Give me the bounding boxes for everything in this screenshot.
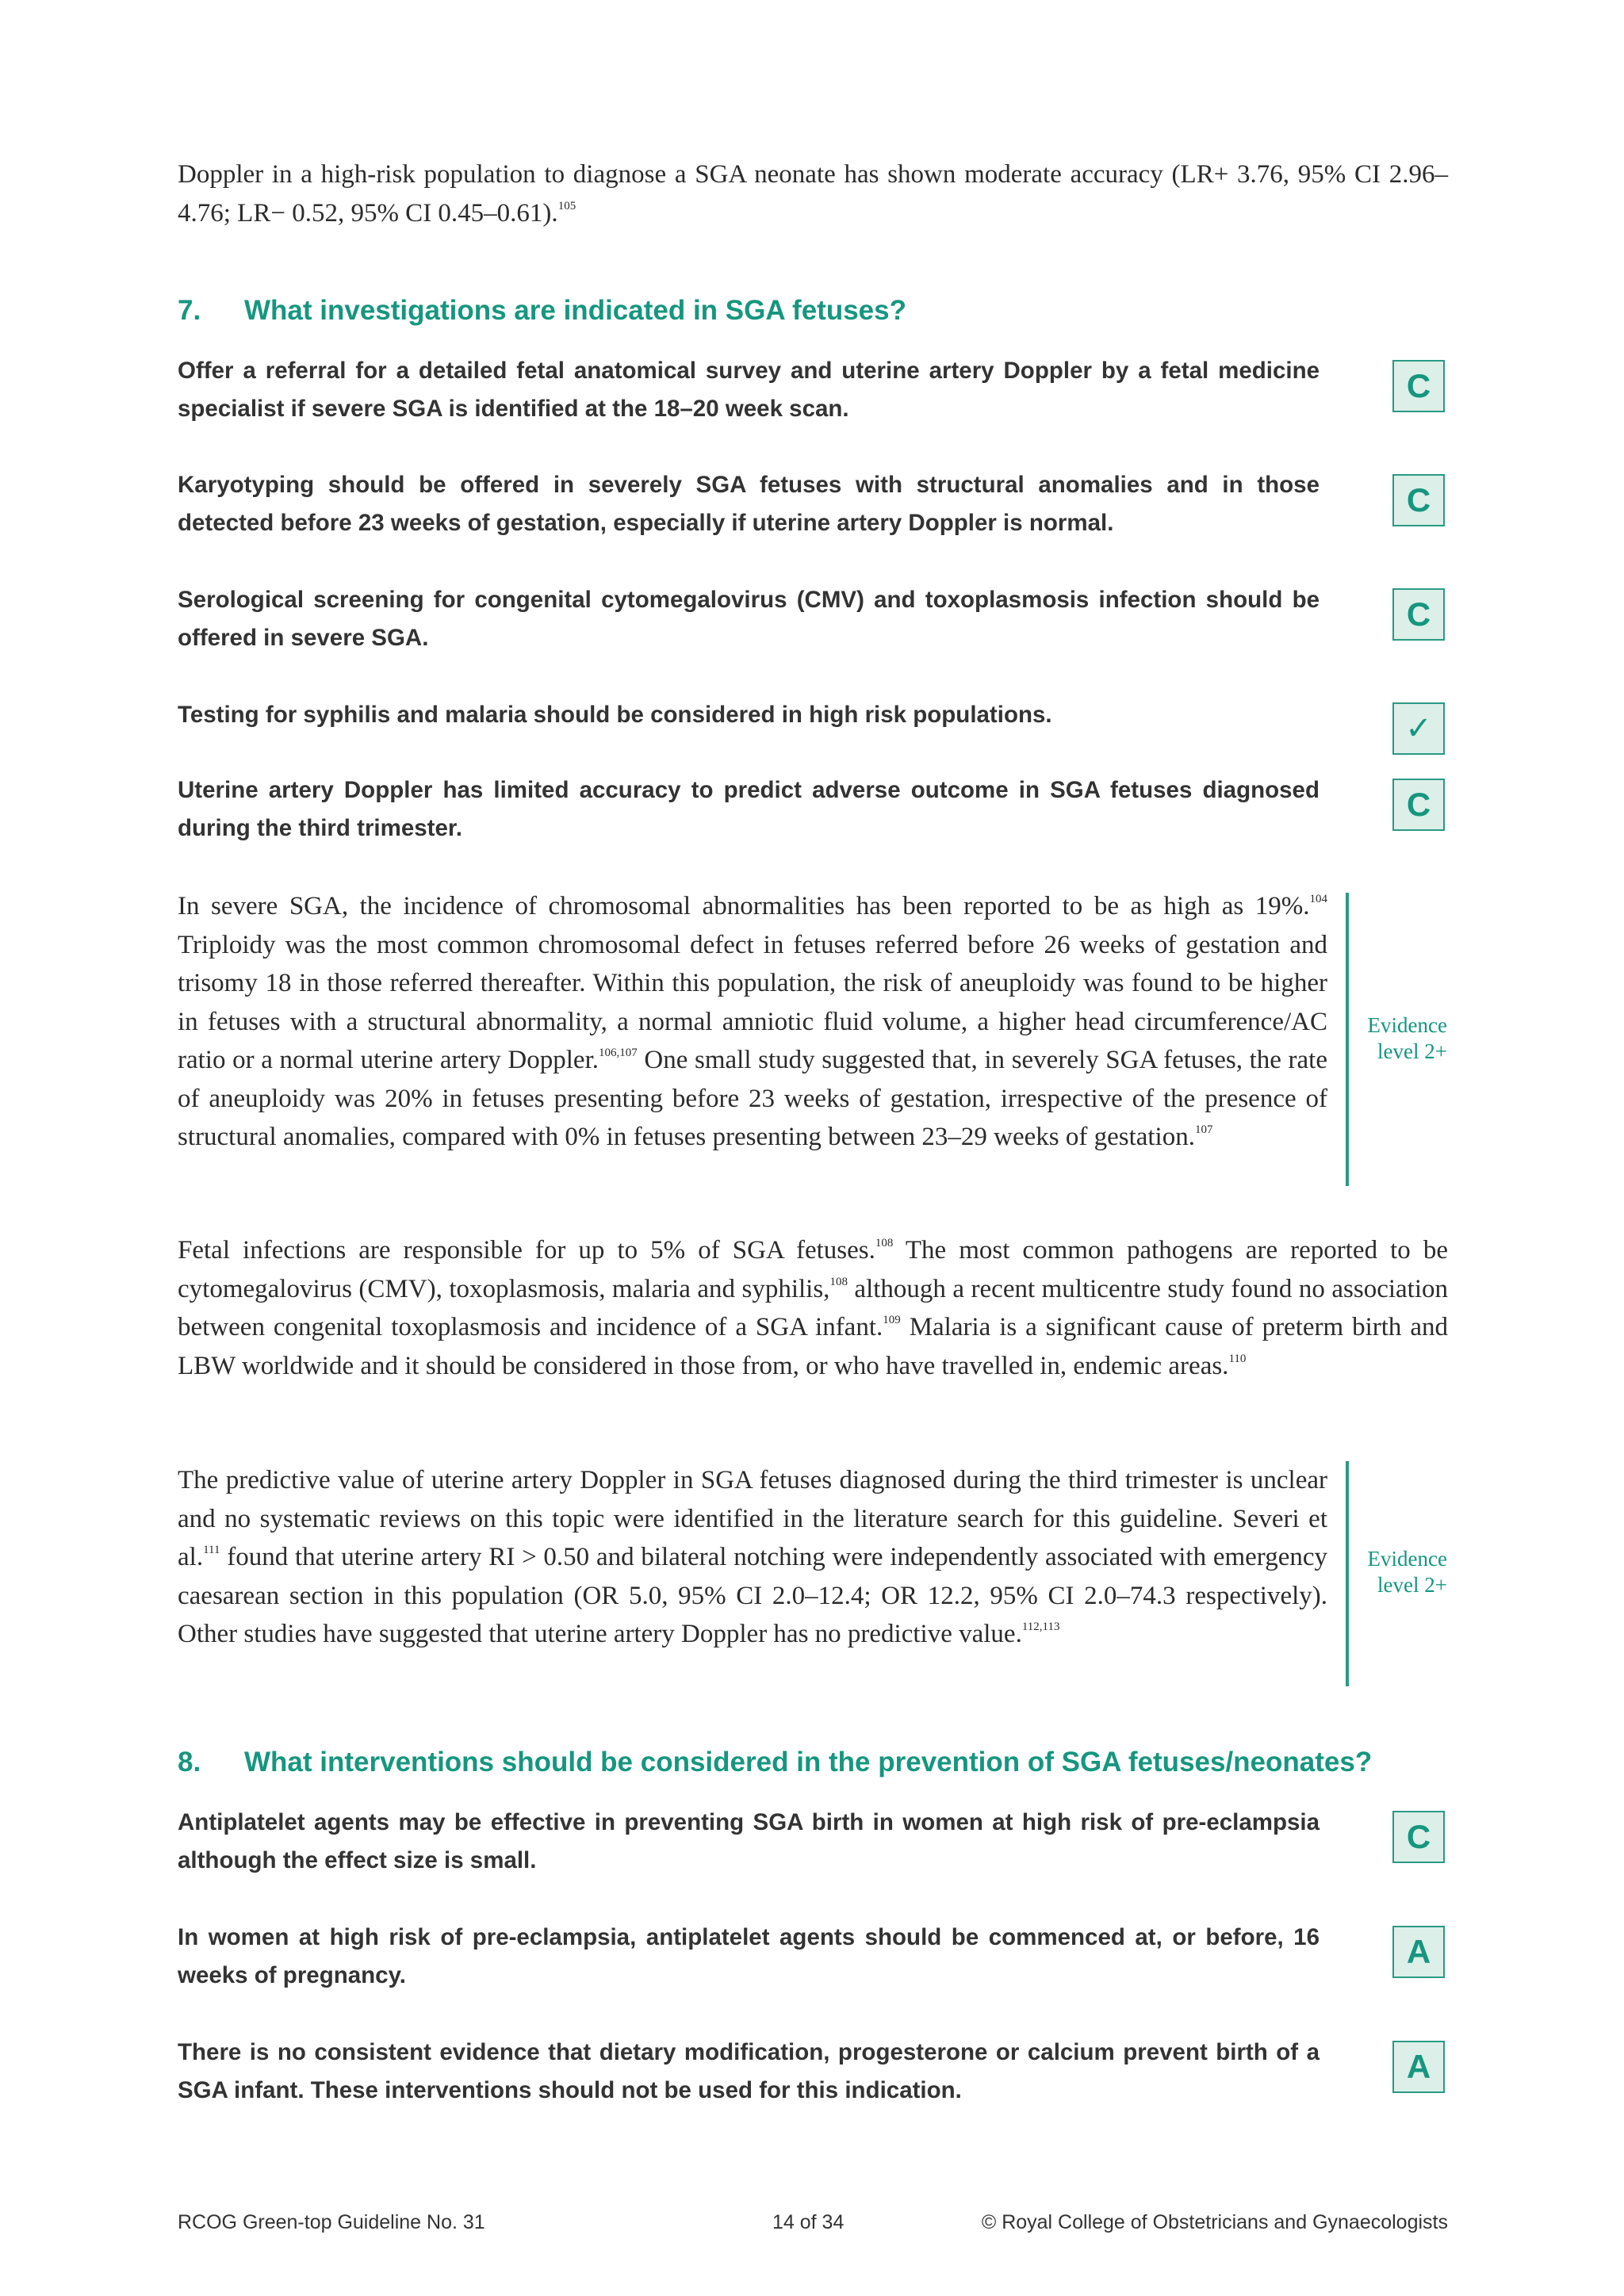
grade-badge: C — [1392, 360, 1445, 412]
paragraph-predictive-value: The predictive value of uterine artery Doppler in SGA fetuses diagnosed during the third trimester is unclear and no systematic reviews on this topic were identified in the literature search for this guideline. Severi et al.$^{111}$ found that uterine artery RI > 0.50 and bilateral notching were independently associated with emergency caesarean section in this population (OR 5.0, 95% CI 2.0–12.4; OR 12.2, 95% CI 2.0–74.3 respectively). Other studies have suggested that uterine artery Doppler has no predictive value.$^{112,113}$ — [178, 1466, 1327, 1648]
grade-badge: C — [1392, 588, 1445, 641]
paragraph-chromosomal-abnormalities: In severe SGA, the incidence of chromosomal abnormalities has been reported to be as high as 19%.$^{104}$ Triploidy was the most common chromosomal defect in fetuses referred before 26 weeks of gestation and trisomy 18 in those referred thereafter. Within this population, the risk of aneuploidy was found to be higher in fetuses with a structural abnormality, a normal amniotic fluid volume, a higher head circumference/AC ratio or a normal uterine artery Doppler.$^{106,107}$ One small study suggested that, in severely SGA fetuses, the rate of aneuploidy was 20% in fetuses presenting before 23 weeks of gestation, irrespective of the presence of structural anomalies, compared with 0% in fetuses presenting between 23–29 weeks of gestation.$^{107}$ — [178, 892, 1327, 1151]
intro-paragraph: Doppler in a high-risk population to diagnose a SGA neonate has shown moderate accuracy (LR+ 3.76, 95% CI 2.96–4.76; LR− 0.52, 95% CI 0.45–0.61).$^{105}$ — [178, 160, 1448, 228]
evidence-bar — [1346, 1461, 1349, 1686]
recommendation-uterine-doppler: Uterine artery Doppler has limited accuracy to predict adverse outcome in SGA fetuses diagnosed during the third trimester. — [178, 777, 1320, 841]
recommendation-referral: Offer a referral for a detailed fetal anatomical survey and uterine artery Doppler by a fetal medicine specialist if severe SGA is identified at the 18–20 week scan. — [178, 358, 1320, 422]
footer-copyright: © Royal College of Obstetricians and Gynaecologists — [981, 2211, 1448, 2233]
evidence-level-label: Evidence level 2+ — [1367, 1013, 1447, 1063]
footer-guideline-title: RCOG Green-top Guideline No. 31 — [178, 2211, 485, 2233]
recommendation-syphilis-malaria: Testing for syphilis and malaria should be considered in high risk populations. — [178, 702, 1052, 728]
section-7-number: 7. — [178, 295, 201, 326]
recommendation-antiplatelet-timing: In women at high risk of pre-eclampsia, antiplatelet agents should be commenced at, or before, 16 weeks of pregnancy. — [178, 1924, 1320, 1988]
section-8-number: 8. — [178, 1747, 201, 1777]
recommendation-karyotyping: Karyotyping should be offered in severely SGA fetuses with structural anomalies and in those detected before 23 weeks of gestation, especially if uterine artery Doppler is normal. — [178, 472, 1320, 536]
grade-badge: C — [1392, 1811, 1445, 1863]
section-8-title: What interventions should be considered in the prevention of SGA fetuses/neonates? — [244, 1747, 1373, 1777]
recommendation-serological-screening: Serological screening for congenital cytomegalovirus (CMV) and toxoplasmosis infection should be offered in severe SGA. — [178, 587, 1320, 651]
evidence-bar — [1346, 893, 1349, 1186]
good-practice-check-icon: ✓ — [1392, 702, 1445, 755]
reference-105: 105 — [557, 199, 576, 212]
section-7-heading — [178, 295, 906, 327]
section-8-heading — [178, 1747, 1372, 1778]
footer-page-number: 14 of 34 — [772, 2211, 845, 2233]
grade-badge: A — [1392, 1926, 1445, 1978]
section-7-title: What investigations are indicated in SGA fetuses? — [244, 295, 906, 326]
grade-badge: C — [1392, 474, 1445, 526]
evidence-level-label: Evidence level 2+ — [1367, 1547, 1447, 1597]
grade-badge: C — [1392, 779, 1445, 831]
recommendation-antiplatelet-effective: Antiplatelet agents may be effective in preventing SGA birth in women at high risk of pre-eclampsia although the effect size is small. — [178, 1809, 1320, 1873]
grade-badge: A — [1392, 2041, 1445, 2093]
recommendation-dietary-modification: There is no consistent evidence that dietary modification, progesterone or calcium prevent birth of a SGA infant. These interventions should not be used for this indication. — [178, 2039, 1320, 2103]
paragraph-fetal-infections: Fetal infections are responsible for up to 5% of SGA fetuses.$^{108}$ The most common pathogens are reported to be cytomegalovirus (CMV), toxoplasmosis, malaria and syphilis,$^{108}$ although a recent multicentre study found no association between congenital toxoplasmosis and incidence of a SGA infant.$^{109}$ Malaria is a significant cause of preterm birth and LBW worldwide and it should be considered in those from, or who have travelled in, endemic areas.$^{110}$ — [178, 1236, 1449, 1380]
